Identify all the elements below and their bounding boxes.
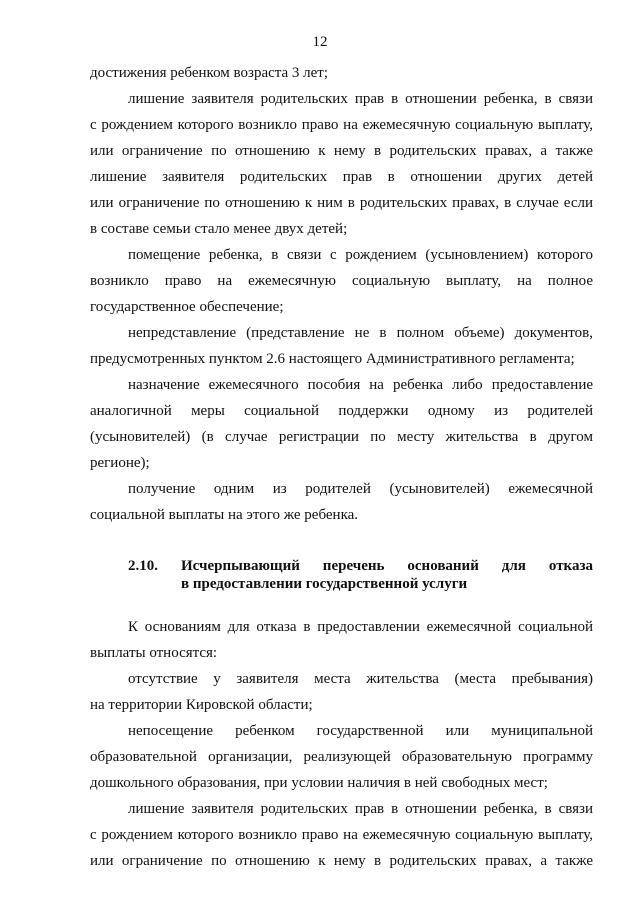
text-line: с рождением которого возникло право на ежемесячную социальную выплату, xyxy=(90,117,593,133)
text-line: лишение заявителя родительских прав в отношении ребенка, в связи xyxy=(128,91,593,107)
section-title-line-1: Исчерпывающий перечень оснований для отказа xyxy=(181,558,593,574)
text-line: на территории Кировской области; xyxy=(90,697,313,713)
text-line: отсутствие у заявителя места жительства (места пребывания) xyxy=(128,671,593,687)
text-line: непосещение ребенком государственной или муниципальной xyxy=(128,723,593,739)
text-line: или ограничение по отношению к нему в родительских правах, а также xyxy=(90,143,593,159)
text-line: назначение ежемесячного пособия на ребенка либо предоставление xyxy=(128,377,593,393)
text-line: аналогичной меры социальной поддержки одному из родителей xyxy=(90,403,593,419)
text-line: непредставление (представление не в полном объеме) документов, xyxy=(128,325,593,341)
text-line: лишение заявителя родительских прав в отношении других детей xyxy=(90,169,593,185)
section-title-line-2: в предоставлении государственной услуги xyxy=(181,576,468,592)
text-line: в составе семьи стало менее двух детей; xyxy=(90,221,348,237)
text-line: возникло право на ежемесячную социальную выплату, на полное xyxy=(90,273,593,289)
text-line: или ограничение по отношению к ним в родительских правах, в случае если xyxy=(90,195,593,211)
text-line: достижения ребенком возраста 3 лет; xyxy=(90,65,329,81)
text-line: предусмотренных пунктом 2.6 настоящего Административного регламента; xyxy=(90,351,575,367)
text-line: образовательной организации, реализующей образовательную программу xyxy=(90,749,593,765)
text-line: выплаты относятся: xyxy=(90,645,218,661)
text-line: получение одним из родителей (усыновителей) ежемесячной xyxy=(128,481,593,497)
text-line: К основаниям для отказа в предоставлении ежемесячной социальной xyxy=(128,619,593,635)
text-line: (усыновителей) (в случае регистрации по месту жительства в другом xyxy=(90,429,593,445)
text-line: государственное обеспечение; xyxy=(90,299,284,315)
text-line: лишение заявителя родительских прав в отношении ребенка, в связи xyxy=(128,801,593,817)
section-number: 2.10. xyxy=(128,558,158,574)
text-line: социальной выплаты на этого же ребенка. xyxy=(90,507,359,523)
text-line: помещение ребенка, в связи с рождением (усыновлением) которого xyxy=(128,247,593,263)
text-line: регионе); xyxy=(90,455,150,471)
text-line: с рождением которого возникло право на ежемесячную социальную выплату, xyxy=(90,827,593,843)
page-number: 12 xyxy=(312,34,328,50)
text-line: или ограничение по отношению к нему в родительских правах, а также xyxy=(90,853,593,869)
text-line: дошкольного образования, при условии наличия в ней свободных мест; xyxy=(90,775,548,791)
